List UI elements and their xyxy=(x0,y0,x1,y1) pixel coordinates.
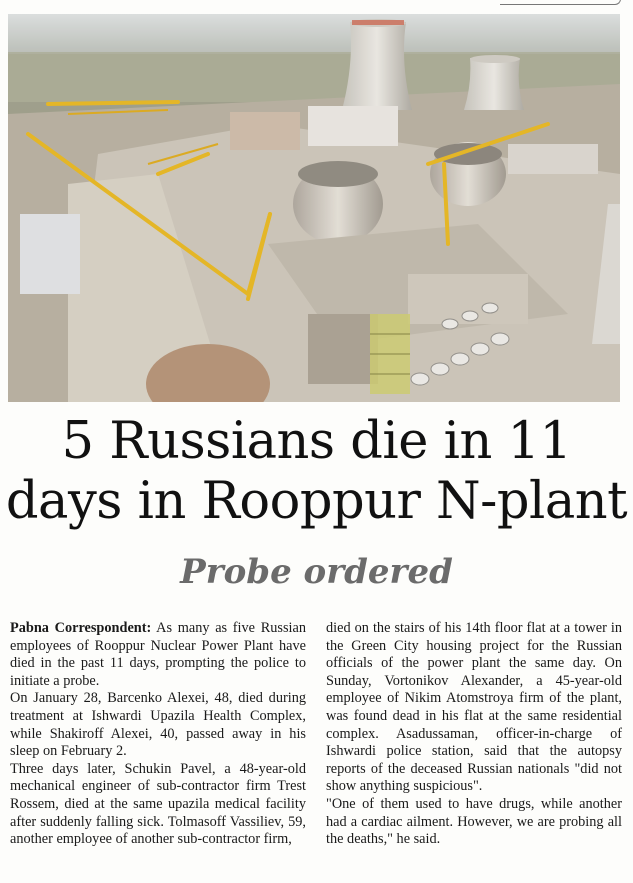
article-column-right xyxy=(326,620,622,849)
article-column-left xyxy=(10,620,306,849)
page-top-edge xyxy=(0,0,633,6)
subheadline: Probe ordered xyxy=(180,552,453,592)
plant-aerial-illustration xyxy=(8,14,620,402)
nuclear-plant-photo xyxy=(8,14,620,402)
clipping-edge-mark xyxy=(500,0,621,5)
headline-line-1: 5 Russians die in 11 xyxy=(61,412,572,471)
paragraph-1-text: As many as five Russian employees of Rooppur Nuclear Power Plant have died in the past 11 days, prompting the police to initiate a probe. xyxy=(10,620,306,689)
paragraph-2: On January 28, Barcenko Alexei, 48, died during treatment at Ishwardi Upazila Health Complex, while Shakiroff Alexei, 40, passed away in his sleep on February 2. xyxy=(10,690,306,760)
paragraph-1 xyxy=(10,620,306,690)
byline: Pabna Correspondent: xyxy=(10,620,152,636)
headline xyxy=(0,412,633,532)
paragraph-5: "One of them used to have drugs, while another had a cardiac ailment. However, we are probing all the deaths," he said. xyxy=(326,795,622,848)
paragraph-3: Three days later, Schukin Pavel, a 48-year-old mechanical engineer of sub-contractor firm Trest Rossem, died at the same upazila medical facility after suddenly falling sick. Tolmasoff Vassiliev, 59, another employee of another sub-contractor firm, xyxy=(10,760,306,848)
headline-line-2: days in Rooppur N-plant xyxy=(5,472,628,531)
article-body xyxy=(10,620,622,878)
paragraph-4: died on the stairs of his 14th floor flat at a tower in the Green City housing project for the Russian officials of the power plant the same day. On Sunday, Vortonikov Alexander, a 45-year-old employee of Nikim Atomstroya firm of the plant, was found dead in his flat at the same residential complex. Asadussaman, officer-in-charge of Ishwardi police station, said that the autopsy reports of the deceased Russian nationals "did not show anything suspicious". xyxy=(326,620,622,795)
